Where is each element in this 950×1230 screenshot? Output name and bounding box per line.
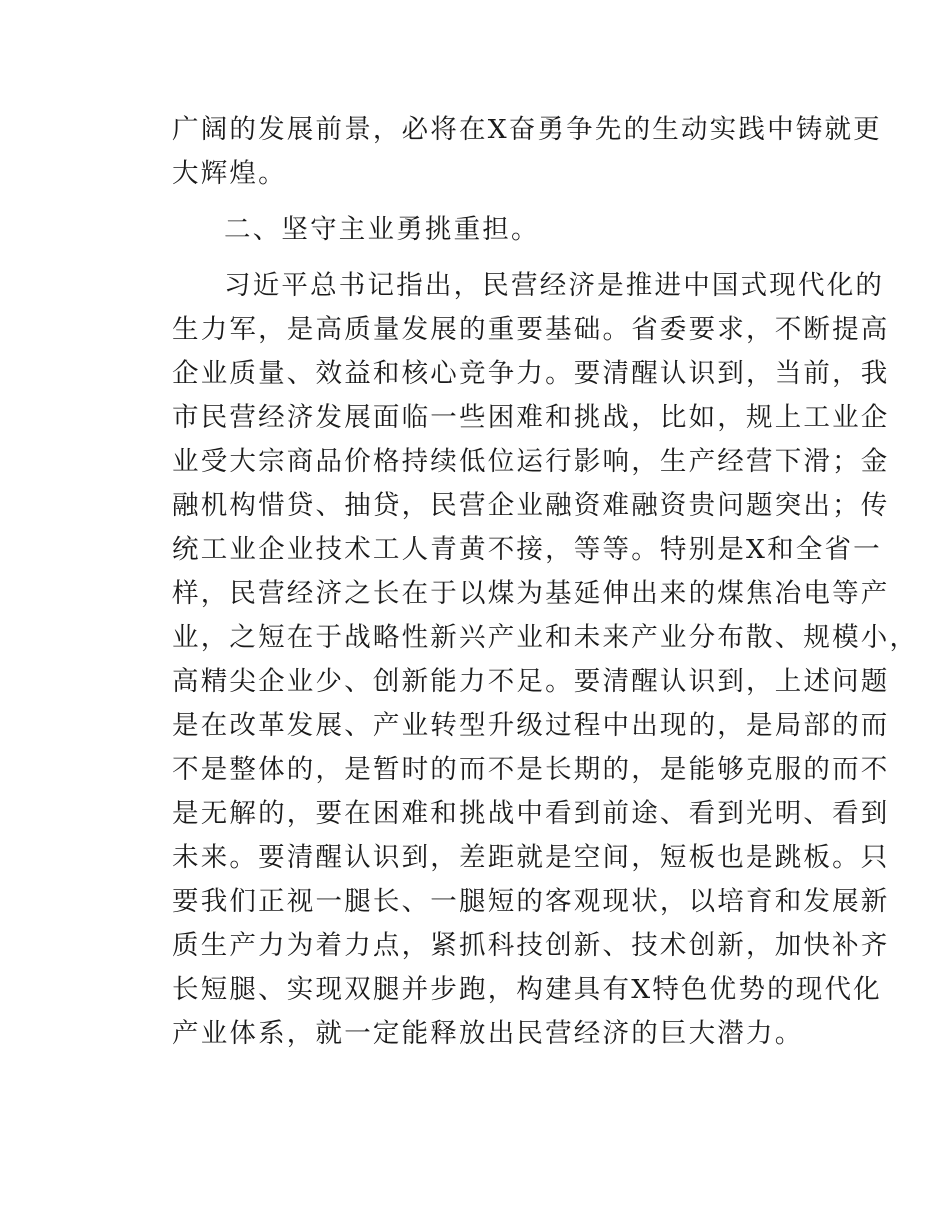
paragraph-line: 统工业企业技术工人青黄不接，等等。特别是X和全省一 xyxy=(172,534,882,565)
paragraph-line: 习近平总书记指出，民营经济是推进中国式现代化的 xyxy=(224,270,885,301)
text-line: 广阔的发展前景，必将在X奋勇争先的生动实践中铸就更 xyxy=(172,114,882,145)
paragraph-line: 企业质量、效益和核心竞争力。要清醒认识到，当前，我 xyxy=(172,358,890,389)
paragraph-line: 要我们正视一腿长、一腿短的客观现状，以培育和发展新 xyxy=(172,886,890,917)
paragraph-line: 生力军，是高质量发展的重要基础。省委要求，不断提高 xyxy=(172,314,890,345)
text-line: 大辉煌。 xyxy=(172,158,287,189)
paragraph-line: 不是整体的，是暂时的而不是长期的，是能够克服的而不 xyxy=(172,754,890,785)
paragraph-line: 是无解的，要在困难和挑战中看到前途、看到光明、看到 xyxy=(172,798,890,829)
paragraph-line: 市民营经济发展面临一些困难和挑战，比如，规上工业企 xyxy=(172,402,890,433)
paragraph-line: 融机构惜贷、抽贷，民营企业融资难融资贵问题突出；传 xyxy=(172,490,890,521)
paragraph-line: 业，之短在于战略性新兴产业和未来产业分布散、规模小， xyxy=(172,622,919,653)
paragraph-line: 产业体系，就一定能释放出民营经济的巨大潜力。 xyxy=(172,1018,804,1049)
paragraph-line: 样，民营经济之长在于以煤为基延伸出来的煤焦冶电等产 xyxy=(172,578,890,609)
section-heading: 二、坚守主业勇挑重担。 xyxy=(224,214,540,245)
paragraph-line: 长短腿、实现双腿并步跑，构建具有X特色优势的现代化 xyxy=(172,974,882,1005)
paragraph-line: 是在改革发展、产业转型升级过程中出现的，是局部的而 xyxy=(172,710,890,741)
paragraph-line: 高精尖企业少、创新能力不足。要清醒认识到，上述问题 xyxy=(172,666,890,697)
paragraph-line: 质生产力为着力点，紧抓科技创新、技术创新，加快补齐 xyxy=(172,930,890,961)
paragraph-line: 未来。要清醒认识到，差距就是空间，短板也是跳板。只 xyxy=(172,842,890,873)
paragraph-line: 业受大宗商品价格持续低位运行影响，生产经营下滑；金 xyxy=(172,446,890,477)
